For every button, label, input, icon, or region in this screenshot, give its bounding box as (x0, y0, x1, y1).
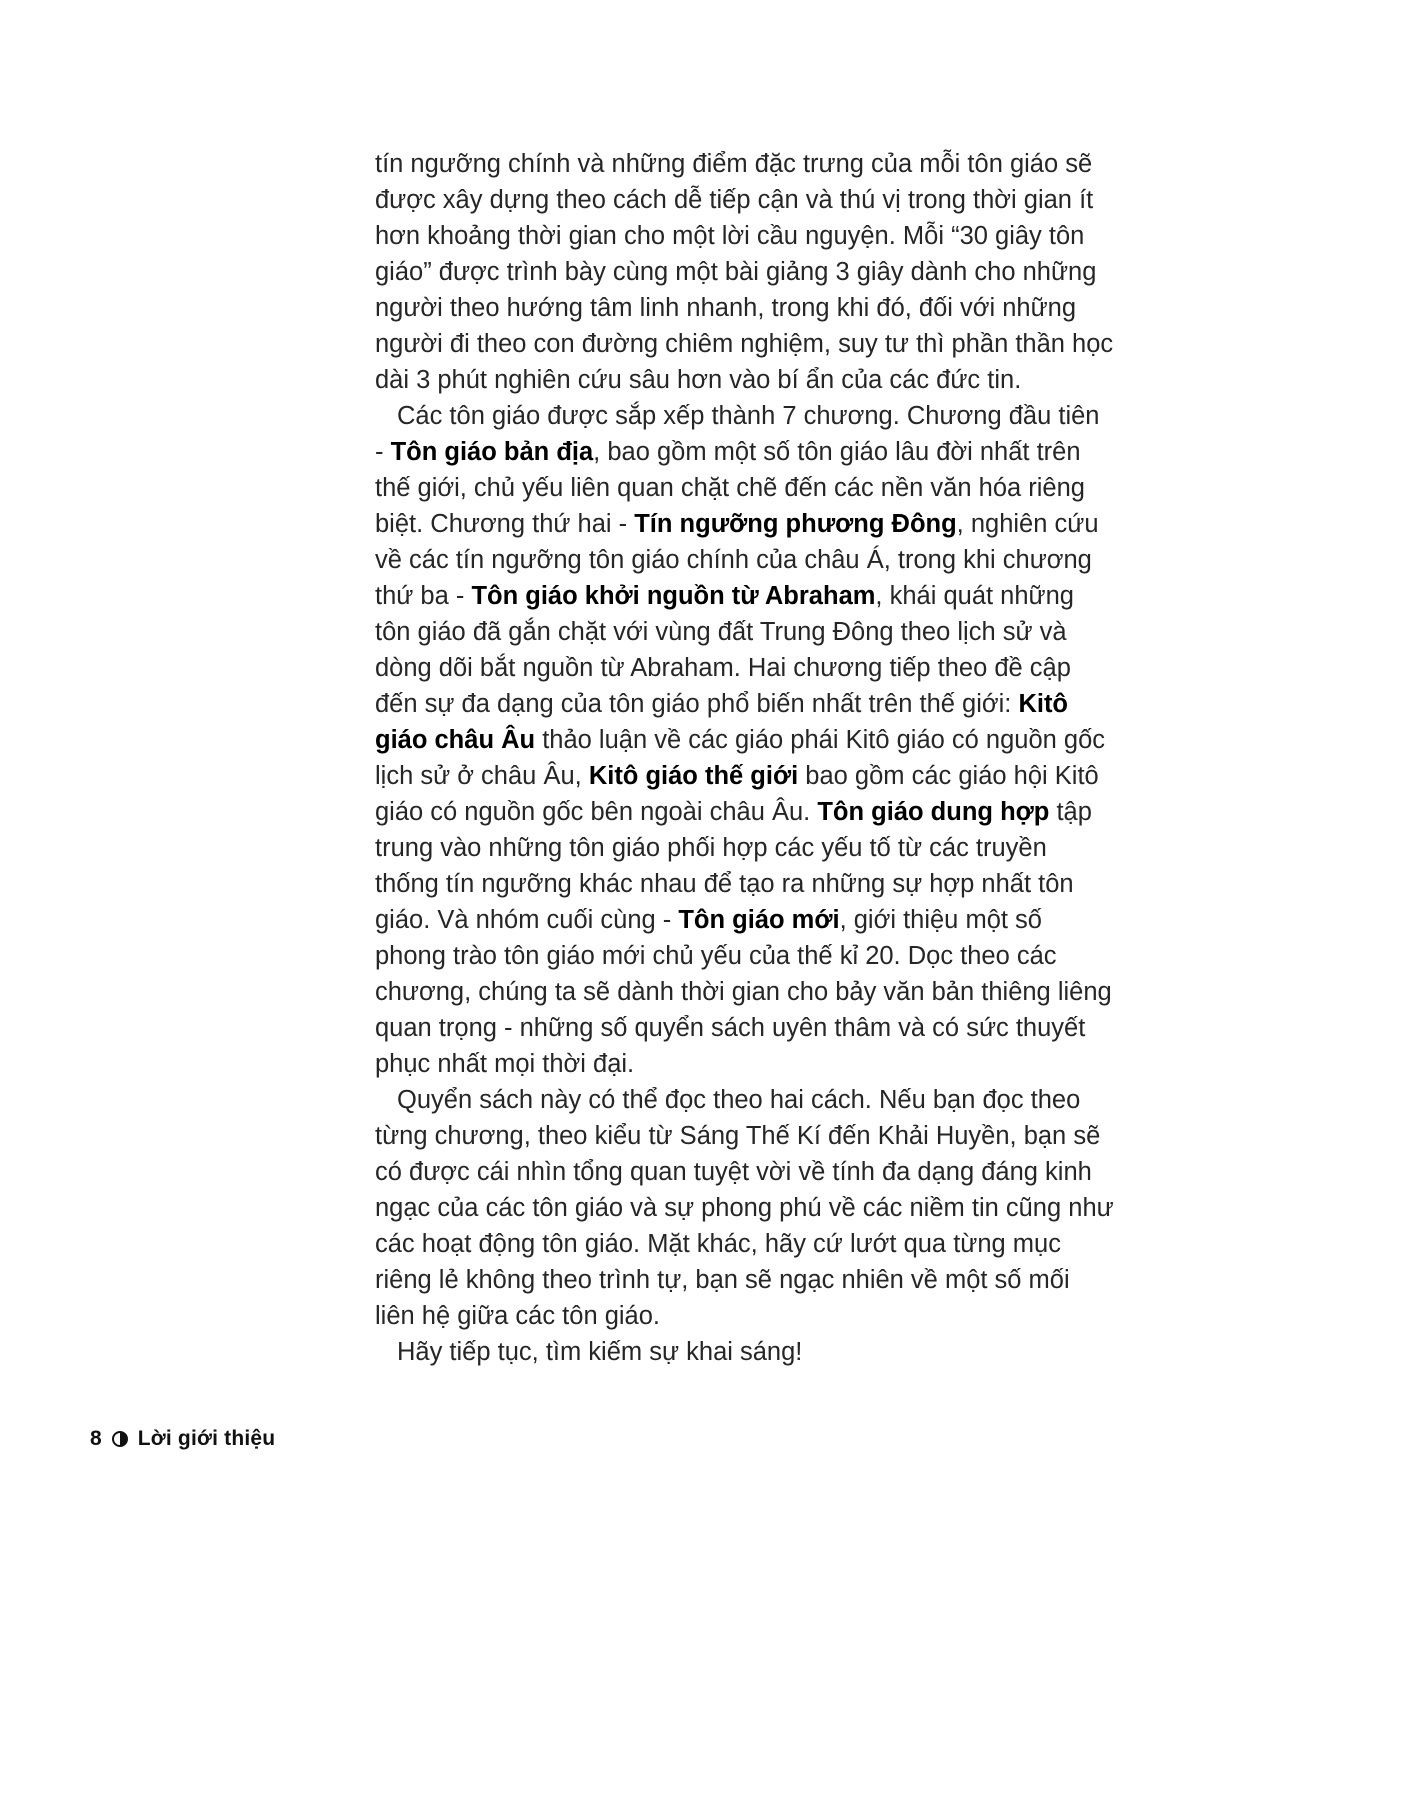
chapter-name-bold: Tôn giáo bản địa (390, 438, 594, 466)
chapter-name-bold: Tôn giáo khởi nguồn từ Abraham (471, 582, 876, 610)
text-run: , khái quát những tôn giáo đã gắn chặt với vùng đất Trung Đông theo lịch sử và dòng dõi bắt nguồn từ Abraham. Hai chương tiếp theo đề cập đến sự đa dạng của tôn giáo phổ biến nhất trên thế giới: (375, 582, 1074, 718)
paragraph (375, 1334, 1115, 1370)
footer (90, 1427, 275, 1451)
chapter-name-bold: Tôn giáo dung hợp (817, 798, 1050, 826)
chapter-name-bold: Kitô giáo thế giới (588, 762, 799, 790)
half-circle-icon (112, 1431, 128, 1447)
text-run: tập trung vào những tôn giáo phối hợp các yếu tố từ các truyền thống tín ngưỡng khác nhau để tạo ra những sự hợp nhất tôn giáo. Và nhóm cuối cùng - (375, 798, 1092, 934)
text-run: bao gồm các giáo hội Kitô giáo có nguồn gốc bên ngoài châu Âu. (375, 762, 1099, 826)
text-run: Hãy tiếp tục, tìm kiếm sự khai sáng! (397, 1338, 803, 1366)
paragraph (375, 398, 1115, 1082)
text-run: , bao gồm một số tôn giáo lâu đời nhất trên thế giới, chủ yếu liên quan chặt chẽ đến các nền văn hóa riêng biệt. Chương thứ hai - (375, 438, 1085, 538)
text-run: , nghiên cứu về các tín ngưỡng tôn giáo chính của châu Á, trong khi chương thứ ba - (375, 510, 1099, 610)
paragraph (375, 146, 1115, 398)
page-number: 8 (90, 1427, 102, 1450)
text-run: , giới thiệu một số phong trào tôn giáo mới chủ yếu của thế kỉ 20. Dọc theo các chương, chúng ta sẽ dành thời gian cho bảy văn bản thiêng liêng quan trọng - những số quyển sách uyên thâm và có sức thuyết phục nhất mọi thời đại. (375, 906, 1112, 1078)
chapter-name-bold: Kitô giáo châu Âu (375, 690, 1069, 754)
text-run: thảo luận về các giáo phái Kitô giáo có nguồn gốc lịch sử ở châu Âu, (375, 726, 1106, 790)
chapter-name-bold: Tín ngưỡng phương Đông (634, 510, 957, 538)
paragraph (375, 1082, 1115, 1334)
text-run: Các tôn giáo được sắp xếp thành 7 chương. Chương đầu tiên - (375, 402, 1100, 466)
body-text (375, 146, 1115, 1370)
text-run: Quyển sách này có thể đọc theo hai cách. Nếu bạn đọc theo từng chương, theo kiểu từ Sáng Thế Kí đến Khải Huyền, bạn sẽ có được cái nhìn tổng quan tuyệt vời về tính đa dạng đáng kinh ngạc của các tôn giáo và sự phong phú về các niềm tin cũng như các hoạt động tôn giáo. Mặt khác, hãy cứ lướt qua từng mục riêng lẻ không theo trình tự, bạn sẽ ngạc nhiên về một số mối liên hệ giữa các tôn giáo. (375, 1086, 1114, 1330)
footer-section-label: Lời giới thiệu (137, 1427, 276, 1450)
text-run: tín ngưỡng chính và những điểm đặc trưng của mỗi tôn giáo sẽ được xây dựng theo cách dễ tiếp cận và thú vị trong thời gian ít hơn khoảng thời gian cho một lời cầu nguyện. Mỗi “30 giây tôn giáo” được trình bày cùng một bài giảng 3 giây dành cho những người theo hướng tâm linh nhanh, trong khi đó, đối với những người đi theo con đường chiêm nghiệm, suy tư thì phần thần học dài 3 phút nghiên cứu sâu hơn vào bí ẩn của các đức tin. (375, 150, 1114, 394)
chapter-name-bold: Tôn giáo mới (678, 906, 840, 934)
